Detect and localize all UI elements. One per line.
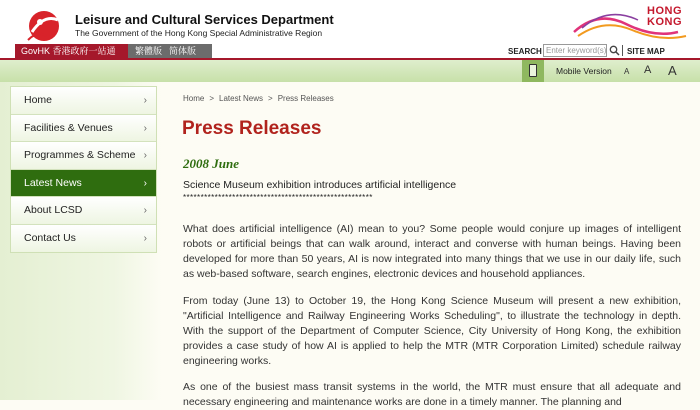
search-label: SEARCH <box>508 47 542 56</box>
chevron-right-icon: › <box>143 150 147 161</box>
sitemap-link[interactable]: SITE MAP <box>627 47 665 56</box>
font-size-large-button[interactable]: A <box>668 63 677 78</box>
sidebar-nav <box>10 86 157 253</box>
body-paragraph-2: From today (June 13) to October 19, the Hong Kong Science Museum will present a new exhibition, "Artificial Intelligence and Railway Engineering Works Scheduling", to illustrate the technology in depth. With the support of the Department of Computer Science, City University of Hong Kong, the exhibition provides a case study of how AI is applied to help the MTR (MTR Corporation Limited) schedule railway engineering works. <box>183 295 681 367</box>
sidebar-item-contact-us[interactable] <box>11 225 156 253</box>
sidebar-item-label: About LCSD <box>24 204 83 216</box>
breadcrumb-current: Press Releases <box>277 94 334 103</box>
font-size-medium-button[interactable]: A <box>644 64 652 76</box>
lang-simplified-link[interactable]: 简体版 <box>169 46 197 56</box>
sidebar-item-home[interactable] <box>11 87 156 115</box>
department-subtitle: The Government of the Hong Kong Special Administrative Region <box>75 28 323 38</box>
mobile-version-link[interactable]: Mobile Version <box>556 66 612 76</box>
body-paragraph-1: What does artificial intelligence (AI) mean to you? Some people would conjure up images of intelligent robots or artificial beings that can walk around, interact and converse with human beings. Having been developed for more than 50 years, AI is now integrated into many things that we use in our daily life, such as web-based software, search engines, electronic devices and household appliances. <box>183 223 681 280</box>
chevron-right-icon: › <box>143 122 147 134</box>
chevron-right-icon: › <box>143 205 147 216</box>
page-title: Press Releases <box>182 118 322 139</box>
mobile-phone-icon <box>529 64 537 77</box>
sidebar-item-label: Programmes & Scheme <box>24 149 136 161</box>
brand-hong-kong-logo[interactable] <box>568 2 696 42</box>
date-subheading: 2008 June <box>183 156 239 171</box>
chevron-right-icon: › <box>143 177 147 189</box>
search-sitemap-divider <box>622 45 623 56</box>
headline-divider: ****************************************************** <box>183 193 373 202</box>
breadcrumb-latest-news-link[interactable]: Latest News <box>219 94 264 103</box>
sidebar-item-programmes-scheme[interactable] <box>11 142 156 170</box>
breadcrumb-home-link[interactable]: Home <box>183 94 205 103</box>
chevron-right-icon: › <box>143 232 147 244</box>
language-switcher <box>128 44 212 59</box>
sidebar-item-label: Home <box>24 94 53 106</box>
press-release-headline: Science Museum exhibition introduces artificial intelligence <box>183 179 457 191</box>
sidebar-item-label: Facilities & Venues <box>24 121 113 134</box>
department-name: Leisure and Cultural Services Department <box>75 12 334 27</box>
sidebar-item-about-lcsd[interactable] <box>11 197 156 225</box>
gov-language-bar <box>0 44 360 59</box>
chevron-right-icon: › <box>143 95 147 106</box>
sidebar-item-label: Latest News <box>24 176 82 189</box>
breadcrumb-separator: > <box>209 94 215 103</box>
breadcrumb-separator: > <box>268 94 273 103</box>
govhk-link[interactable]: GovHK 香港政府一站通 <box>15 44 128 59</box>
lang-traditional-link[interactable]: 繁體版 <box>135 46 163 56</box>
sidebar-item-facilities-venues[interactable] <box>11 115 156 143</box>
search-icon[interactable] <box>609 45 620 56</box>
brand-kong-text: KONG <box>647 16 682 28</box>
body-paragraph-3: As one of the busiest mass transit systems in the world, the MTR must ensure that all adequate and necessary engineering and maintenance works are done in a timely manner. The planning and <box>183 381 681 408</box>
breadcrumb <box>183 94 334 103</box>
lcsd-logo-icon[interactable] <box>24 6 64 46</box>
mobile-version-button[interactable] <box>522 60 544 82</box>
brand-hong-text: HONG <box>647 5 682 17</box>
search-input[interactable] <box>543 44 607 57</box>
sidebar-item-latest-news[interactable] <box>11 170 156 198</box>
font-size-small-button[interactable]: A <box>624 67 630 76</box>
sidebar-item-label: Contact Us <box>24 231 76 244</box>
